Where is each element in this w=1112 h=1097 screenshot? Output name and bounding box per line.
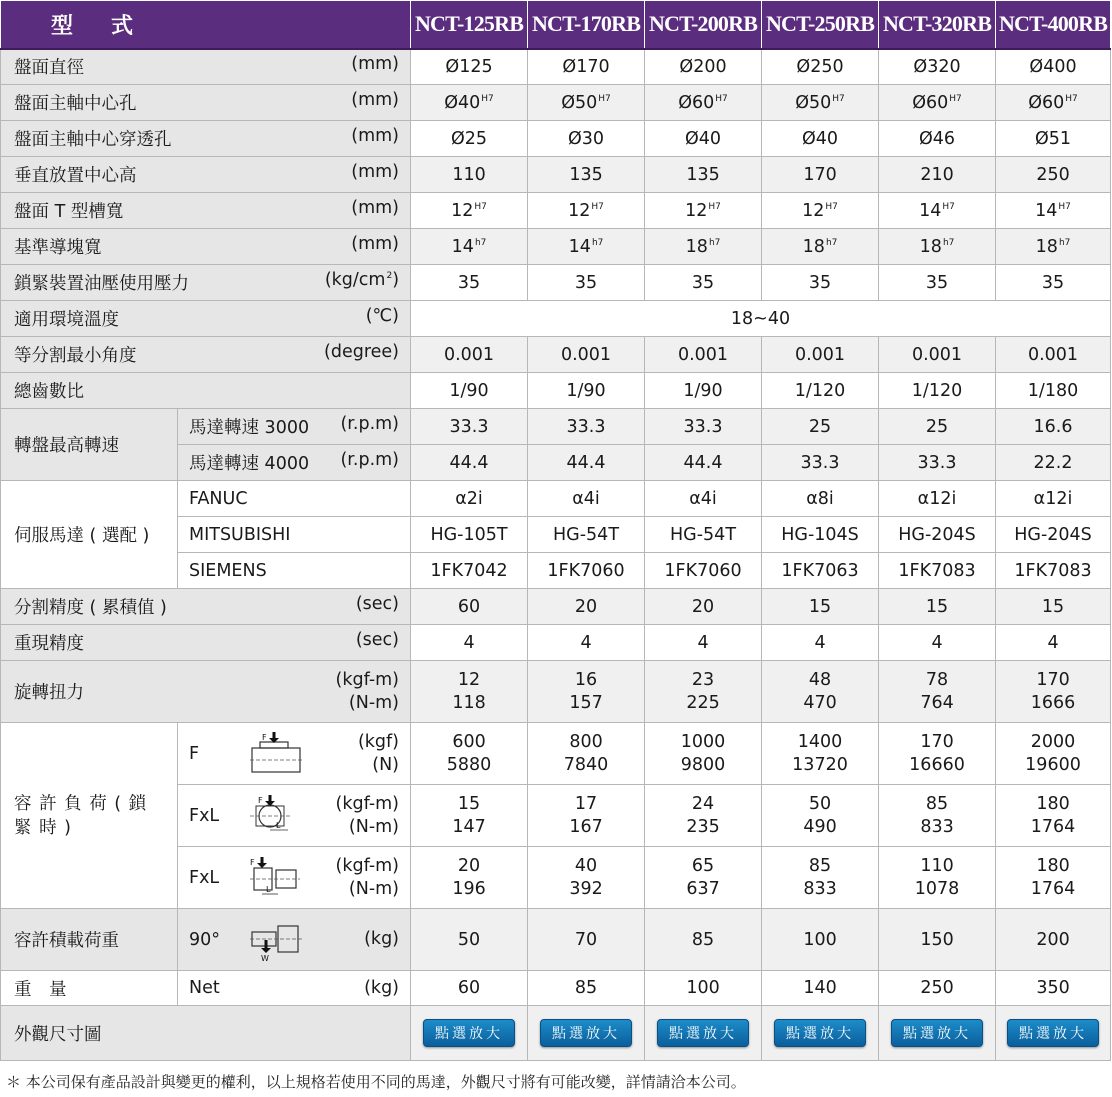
row-unit: (kgf-m) (N-m) xyxy=(335,793,400,837)
sub-label: Net xyxy=(189,978,220,998)
cell: 18~40 xyxy=(411,301,1111,337)
row-unit: (kg) xyxy=(364,929,400,949)
cell: 17 167 xyxy=(528,785,645,847)
row-unit: (sec) xyxy=(355,594,400,614)
row-unit: (mm) xyxy=(351,234,400,254)
row-max-speed-3000 xyxy=(1,409,1111,445)
cell: $12^{H7}$ xyxy=(762,193,879,229)
cell: 35 xyxy=(996,265,1111,301)
row-label: 轉盤最高轉速 xyxy=(1,409,178,481)
sub-label: FxL xyxy=(189,805,220,826)
row-label: 鎖緊裝置油壓使用壓力 xyxy=(14,274,189,294)
model-header: NCT-320RB xyxy=(879,1,996,49)
cell: 1/90 xyxy=(528,373,645,409)
cell: 35 xyxy=(645,265,762,301)
cell: α12i xyxy=(879,481,996,517)
row-label: 容許積載荷重 xyxy=(1,909,178,971)
cell: 60 xyxy=(411,971,528,1006)
cell: $Ø50^{H7}$ xyxy=(528,85,645,121)
cell: Ø46 xyxy=(879,121,996,157)
cell: 1FK7042 xyxy=(411,553,528,589)
cell: 2000 19600 xyxy=(996,723,1111,785)
cell: 33.3 xyxy=(879,445,996,481)
cell: 140 xyxy=(762,971,879,1006)
cell: 85 xyxy=(645,909,762,971)
row-drawing xyxy=(1,1006,1111,1061)
row-unit: (degree) xyxy=(324,342,400,362)
cell: α8i xyxy=(762,481,879,517)
cell: 48 470 xyxy=(762,661,879,723)
row-unit: (mm) xyxy=(351,126,400,146)
sub-label: FANUC xyxy=(178,481,411,517)
cell: $14^{H7}$ xyxy=(996,193,1111,229)
model-header: NCT-125RB xyxy=(411,1,528,49)
row-label: 重 量 xyxy=(1,971,178,1006)
cell: 180 1764 xyxy=(996,847,1111,909)
cell: 135 xyxy=(645,157,762,193)
cell: 33.3 xyxy=(411,409,528,445)
cell: 0.001 xyxy=(879,337,996,373)
model-header: NCT-200RB xyxy=(645,1,762,49)
row-label: 基準導塊寬 xyxy=(14,238,102,258)
cell: Ø125 xyxy=(411,49,528,85)
row-unit: (mm) xyxy=(351,90,400,110)
svg-text:F: F xyxy=(258,795,263,805)
cell: 0.001 xyxy=(645,337,762,373)
cell: $18^{h7}$ xyxy=(879,229,996,265)
row-torque xyxy=(1,661,1111,723)
row-t-slot xyxy=(1,193,1111,229)
cell: 4 xyxy=(645,625,762,661)
cell: HG-204S xyxy=(996,517,1111,553)
cell: 250 xyxy=(879,971,996,1006)
row-table-diameter xyxy=(1,49,1111,85)
sub-label: 90° xyxy=(189,929,221,950)
cell: 85 xyxy=(528,971,645,1006)
cell: HG-204S xyxy=(879,517,996,553)
row-weight xyxy=(1,971,1111,1006)
cell: Ø250 xyxy=(762,49,879,85)
cell: 110 1078 xyxy=(879,847,996,909)
cell: $14^{h7}$ xyxy=(411,229,528,265)
cell: 0.001 xyxy=(996,337,1111,373)
cell: Ø30 xyxy=(528,121,645,157)
row-repeat-accuracy xyxy=(1,625,1111,661)
type-header: 型式 xyxy=(1,1,411,49)
cell: 44.4 xyxy=(411,445,528,481)
cell: $12^{H7}$ xyxy=(645,193,762,229)
model-header: NCT-400RB xyxy=(996,1,1111,49)
cell: HG-105T xyxy=(411,517,528,553)
cell: 170 1666 xyxy=(996,661,1111,723)
cell: 35 xyxy=(879,265,996,301)
svg-text:W: W xyxy=(261,953,269,962)
cell: 135 xyxy=(528,157,645,193)
cell: 35 xyxy=(411,265,528,301)
cell: 1FK7083 xyxy=(996,553,1111,589)
row-servo-fanuc xyxy=(1,481,1111,517)
cell: 40 392 xyxy=(528,847,645,909)
cell: 1FK7083 xyxy=(879,553,996,589)
cell: 4 xyxy=(879,625,996,661)
row-guide-block xyxy=(1,229,1111,265)
cell: 200 xyxy=(996,909,1111,971)
row-unit: (mm) xyxy=(351,198,400,218)
cell: $Ø60^{H7}$ xyxy=(645,85,762,121)
axial-load-icon xyxy=(248,732,308,776)
cell: Ø51 xyxy=(996,121,1111,157)
zoom-button-nct-170rb[interactable]: 點選放大 xyxy=(540,1019,632,1047)
row-label: 總齒數比 xyxy=(14,382,84,402)
cell: $Ø60^{H7}$ xyxy=(879,85,996,121)
cell: 4 xyxy=(762,625,879,661)
cell: 110 xyxy=(411,157,528,193)
cell: 20 xyxy=(528,589,645,625)
cell: 33.3 xyxy=(762,445,879,481)
cell: $Ø60^{H7}$ xyxy=(996,85,1111,121)
header-row xyxy=(1,1,1111,49)
cell: α12i xyxy=(996,481,1111,517)
row-gear-ratio xyxy=(1,373,1111,409)
cell: 15 xyxy=(879,589,996,625)
sub-label: 馬達轉速 3000 xyxy=(189,418,310,438)
row-unit: (kgf-m) (N-m) xyxy=(335,669,400,713)
cell: 44.4 xyxy=(528,445,645,481)
cell: 15 xyxy=(996,589,1111,625)
row-label: 旋轉扭力 xyxy=(14,683,84,703)
row-load-f xyxy=(1,723,1111,785)
row-label: 容 許 負 荷 ( 鎖 緊 時 ) xyxy=(1,723,178,909)
cell: 100 xyxy=(645,971,762,1006)
cell: 12 118 xyxy=(411,661,528,723)
row-unit: (kg) xyxy=(364,978,400,998)
zoom-button-nct-320rb[interactable]: 點選放大 xyxy=(891,1019,983,1047)
cell: $Ø40^{H7}$ xyxy=(411,85,528,121)
svg-text:L: L xyxy=(266,884,271,894)
cell: α4i xyxy=(645,481,762,517)
footnote: ＊ 本公司保有產品設計與變更的權利，以上規格若使用不同的馬達，外觀尺寸將有可能改變，詳情請洽本公司。 xyxy=(6,1073,746,1091)
row-unit: (r.p.m) xyxy=(340,450,400,470)
cell: 15 xyxy=(762,589,879,625)
cell: 4 xyxy=(411,625,528,661)
cell: 23 225 xyxy=(645,661,762,723)
row-label: 等分割最小角度 xyxy=(14,346,137,366)
cell: 20 196 xyxy=(411,847,528,909)
cell: $12^{H7}$ xyxy=(528,193,645,229)
cell: 100 xyxy=(762,909,879,971)
svg-text:L: L xyxy=(276,820,281,830)
row-min-angle xyxy=(1,337,1111,373)
cell: 65 637 xyxy=(645,847,762,909)
cell: 1/90 xyxy=(645,373,762,409)
cell: $Ø50^{H7}$ xyxy=(762,85,879,121)
cell: Ø200 xyxy=(645,49,762,85)
svg-text:F: F xyxy=(250,857,255,867)
cell: 22.2 xyxy=(996,445,1111,481)
cell: 170 16660 xyxy=(879,723,996,785)
cell: 24 235 xyxy=(645,785,762,847)
zoom-button-nct-200rb[interactable]: 點選放大 xyxy=(657,1019,749,1047)
cell: 1/120 xyxy=(879,373,996,409)
cell: 1FK7060 xyxy=(645,553,762,589)
cell: $18^{h7}$ xyxy=(645,229,762,265)
row-label: 重現精度 xyxy=(14,634,84,654)
sub-label: SIEMENS xyxy=(178,553,411,589)
cell: 1400 13720 xyxy=(762,723,879,785)
moment-load-icon xyxy=(248,794,308,838)
sub-label: F xyxy=(189,743,200,764)
cell: 1000 9800 xyxy=(645,723,762,785)
row-label: 盤面主軸中心孔 xyxy=(14,94,137,114)
zoom-button-nct-125rb[interactable]: 點選放大 xyxy=(423,1019,515,1047)
cell: 16 157 xyxy=(528,661,645,723)
row-label: 外觀尺寸圖 xyxy=(1,1006,411,1061)
cell: 70 xyxy=(528,909,645,971)
cell: 15 147 xyxy=(411,785,528,847)
row-unit: $(kg/cm^2)$ xyxy=(324,270,400,290)
cell: $18^{h7}$ xyxy=(996,229,1111,265)
cell: Ø40 xyxy=(645,121,762,157)
sub-label: 馬達轉速 4000 xyxy=(189,454,310,474)
cell: 4 xyxy=(996,625,1111,661)
row-label: 適用環境溫度 xyxy=(14,310,119,330)
cell: 33.3 xyxy=(528,409,645,445)
cell: 1FK7060 xyxy=(528,553,645,589)
cell: 0.001 xyxy=(762,337,879,373)
cell: 170 xyxy=(762,157,879,193)
cell: 180 1764 xyxy=(996,785,1111,847)
cell: $14^{H7}$ xyxy=(879,193,996,229)
cell: 150 xyxy=(879,909,996,971)
svg-text:F: F xyxy=(262,732,267,742)
offset-moment-load-icon xyxy=(248,856,308,900)
row-index-accuracy xyxy=(1,589,1111,625)
row-label: 伺服馬達 ( 選配 ) xyxy=(1,481,178,589)
cell: 33.3 xyxy=(645,409,762,445)
weight-load-icon xyxy=(248,918,308,962)
zoom-button-nct-250rb[interactable]: 點選放大 xyxy=(774,1019,866,1047)
row-label: 分割精度 ( 累積值 ) xyxy=(14,598,167,618)
cell: HG-54T xyxy=(528,517,645,553)
cell: 4 xyxy=(528,625,645,661)
cell: 25 xyxy=(762,409,879,445)
cell: 1/120 xyxy=(762,373,879,409)
cell: 800 7840 xyxy=(528,723,645,785)
cell: 250 xyxy=(996,157,1111,193)
zoom-button-nct-400rb[interactable]: 點選放大 xyxy=(1007,1019,1099,1047)
row-unit: (mm) xyxy=(351,162,400,182)
cell: 0.001 xyxy=(411,337,528,373)
row-label: 盤面主軸中心穿透孔 xyxy=(14,130,172,150)
cell: 600 5880 xyxy=(411,723,528,785)
cell: 25 xyxy=(879,409,996,445)
cell: 20 xyxy=(645,589,762,625)
model-header: NCT-170RB xyxy=(528,1,645,49)
row-hydraulic-pressure xyxy=(1,265,1111,301)
cell: Ø170 xyxy=(528,49,645,85)
cell: 1FK7063 xyxy=(762,553,879,589)
row-unit: (℃) xyxy=(365,306,400,326)
row-label: 盤面 T 型槽寬 xyxy=(14,202,124,222)
cell: 78 764 xyxy=(879,661,996,723)
cell: Ø320 xyxy=(879,49,996,85)
cell: Ø400 xyxy=(996,49,1111,85)
cell: 35 xyxy=(762,265,879,301)
row-env-temp xyxy=(1,301,1111,337)
cell: 1/90 xyxy=(411,373,528,409)
sub-label: MITSUBISHI xyxy=(178,517,411,553)
cell: 210 xyxy=(879,157,996,193)
row-center-hole xyxy=(1,85,1111,121)
cell: HG-54T xyxy=(645,517,762,553)
row-unit: (sec) xyxy=(355,630,400,650)
cell: $14^{h7}$ xyxy=(528,229,645,265)
row-allowable-weight xyxy=(1,909,1111,971)
cell: 1/180 xyxy=(996,373,1111,409)
row-through-hole xyxy=(1,121,1111,157)
cell: 85 833 xyxy=(879,785,996,847)
row-unit: (r.p.m) xyxy=(340,414,400,434)
cell: $12^{H7}$ xyxy=(411,193,528,229)
cell: Ø40 xyxy=(762,121,879,157)
cell: 60 xyxy=(411,589,528,625)
cell: 85 833 xyxy=(762,847,879,909)
row-center-height xyxy=(1,157,1111,193)
cell: 0.001 xyxy=(528,337,645,373)
sub-label: FxL xyxy=(189,867,220,888)
row-unit: (kgf-m) (N-m) xyxy=(335,855,400,899)
cell: HG-104S xyxy=(762,517,879,553)
row-label: 盤面直徑 xyxy=(14,58,84,79)
model-header: NCT-250RB xyxy=(762,1,879,49)
cell: Ø25 xyxy=(411,121,528,157)
row-unit: (kgf) (N) xyxy=(357,731,400,775)
cell: 16.6 xyxy=(996,409,1111,445)
row-label: 垂直放置中心高 xyxy=(14,166,137,186)
cell: α4i xyxy=(528,481,645,517)
cell: 50 xyxy=(411,909,528,971)
cell: 35 xyxy=(528,265,645,301)
cell: 44.4 xyxy=(645,445,762,481)
cell: $18^{h7}$ xyxy=(762,229,879,265)
row-unit: (mm) xyxy=(351,54,400,75)
cell: α2i xyxy=(411,481,528,517)
cell: 50 490 xyxy=(762,785,879,847)
cell: 350 xyxy=(996,971,1111,1006)
